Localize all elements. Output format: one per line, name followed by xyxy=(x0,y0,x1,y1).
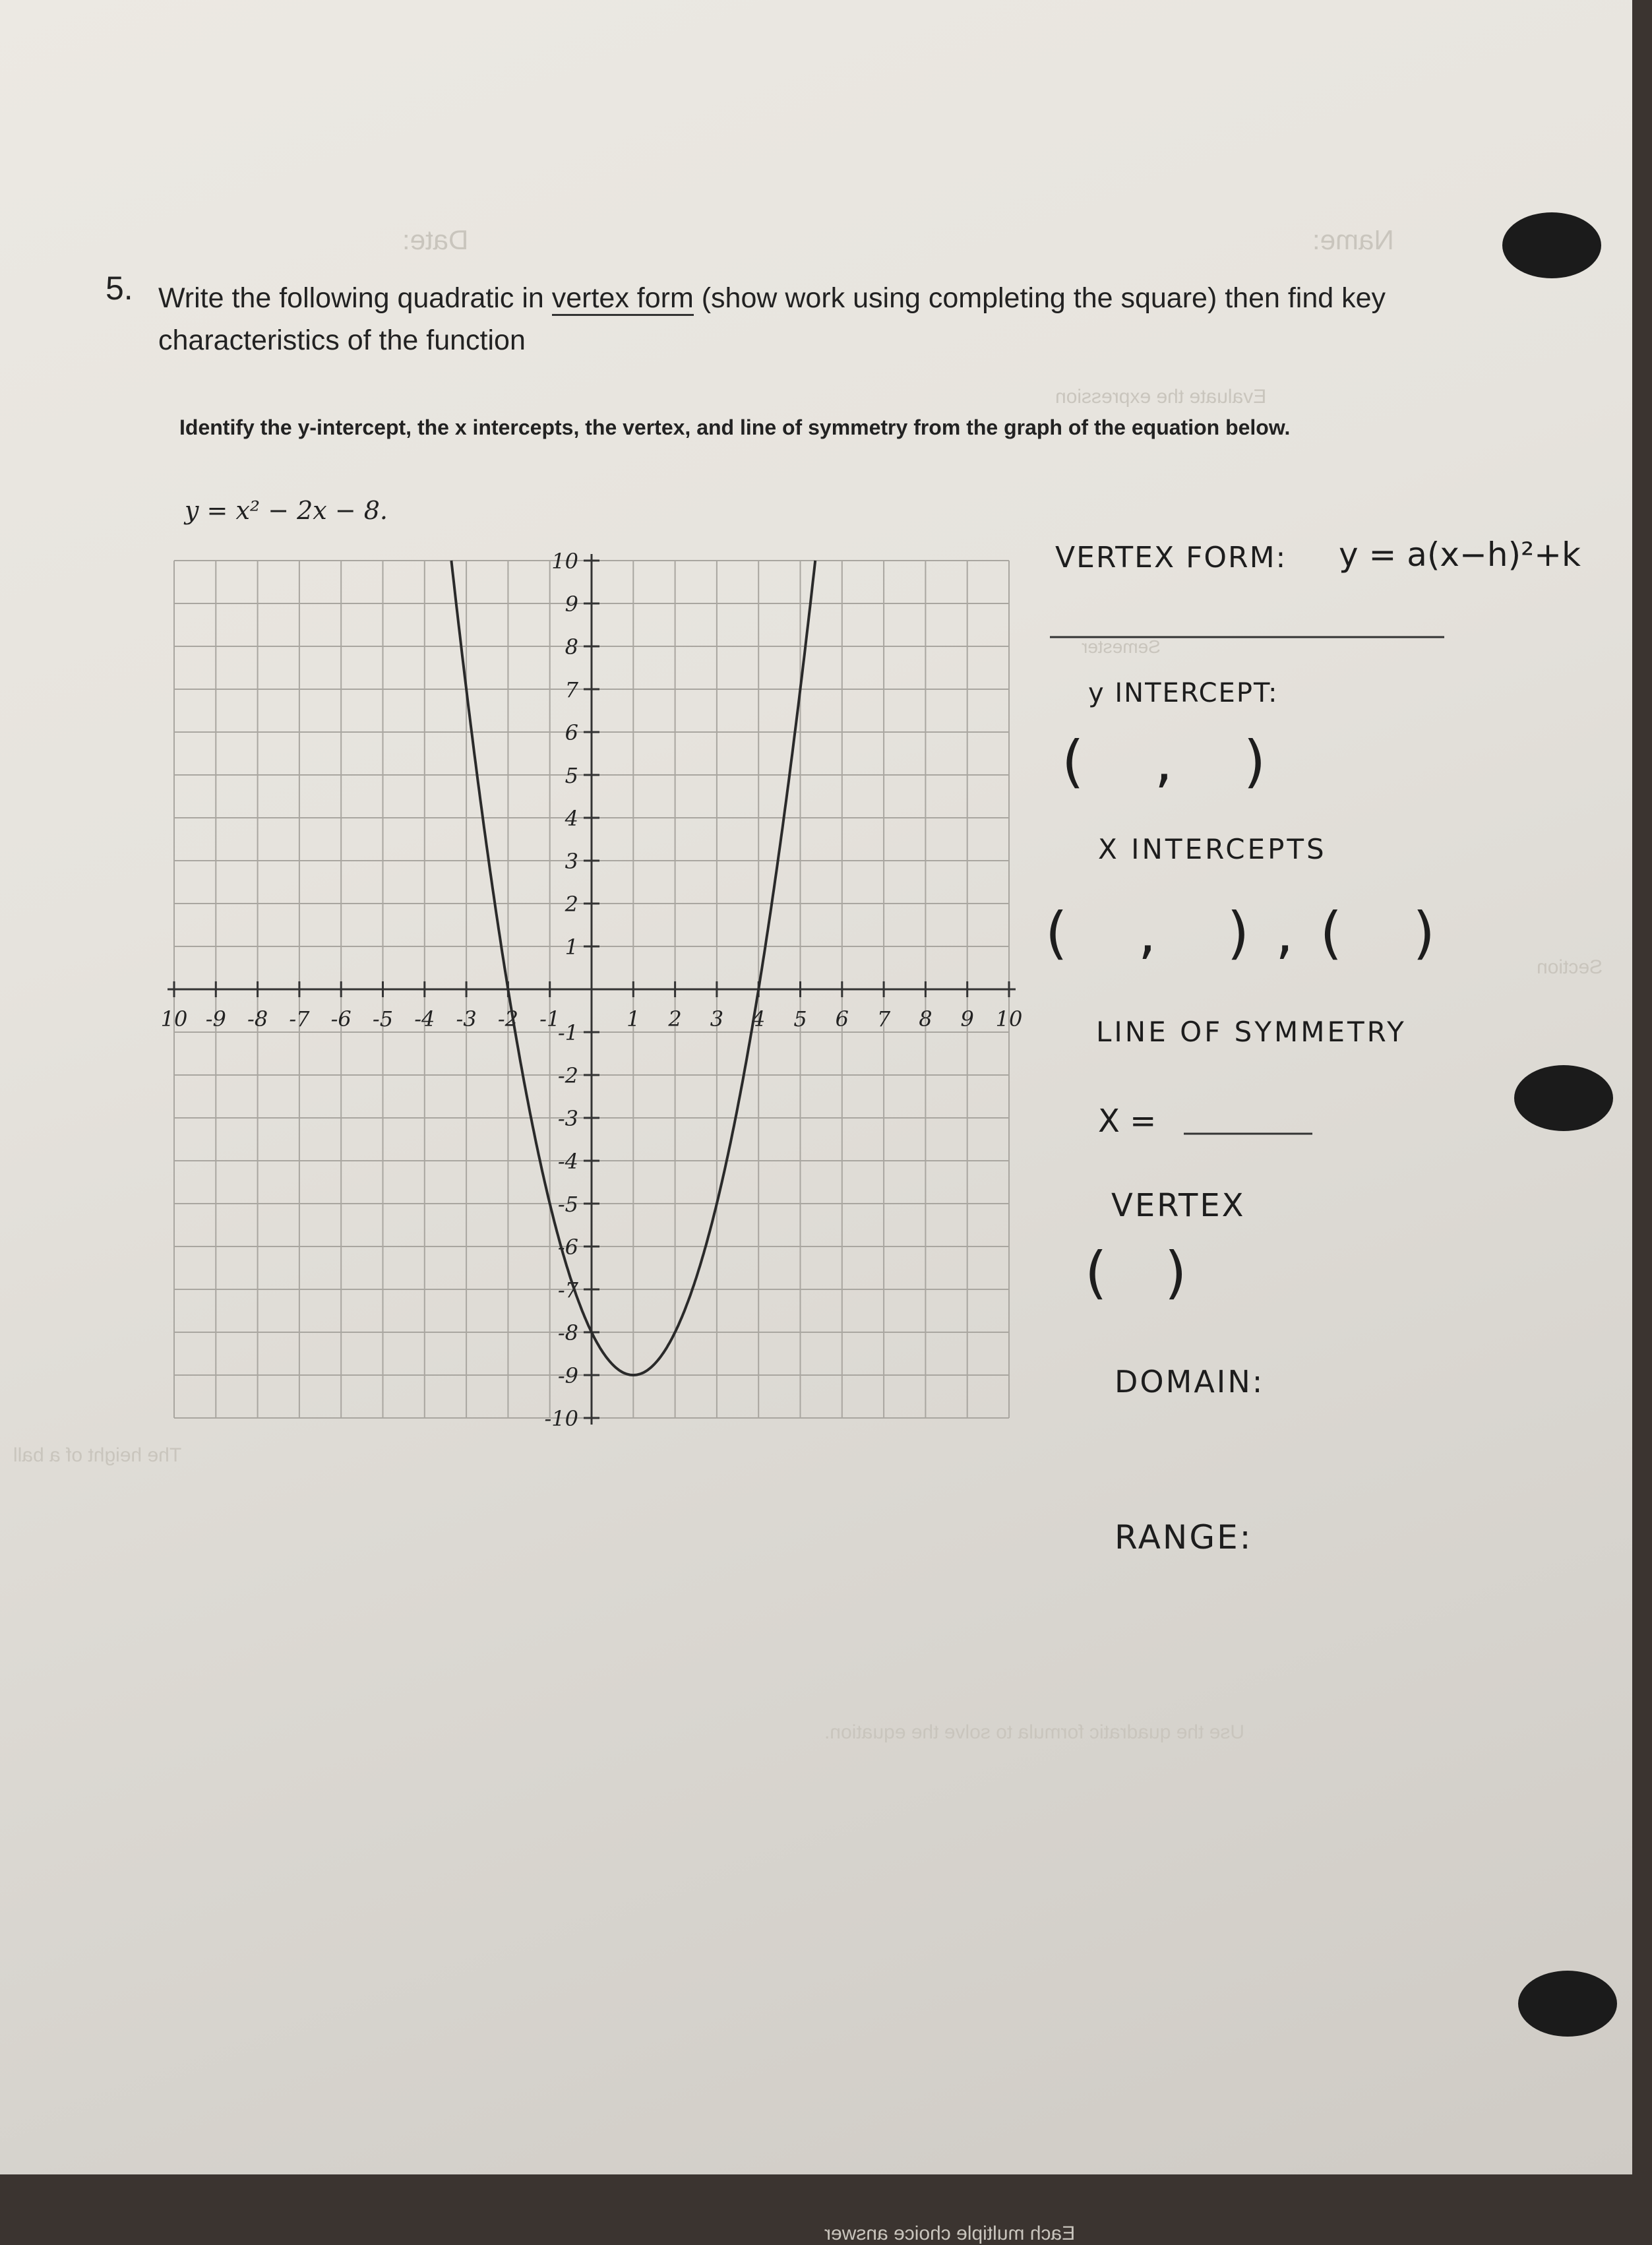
x-tick-label: 8 xyxy=(919,1006,933,1031)
x-tick-label: 2 xyxy=(668,1006,682,1031)
x-tick-label: 9 xyxy=(960,1006,974,1031)
y-tick-label: -5 xyxy=(557,1192,578,1217)
vertex-parentheses: ( ) xyxy=(1085,1240,1207,1306)
y-tick-label: -1 xyxy=(557,1020,578,1045)
y-tick-label: 4 xyxy=(565,806,578,831)
x-tick-label: 10 xyxy=(995,1006,1023,1031)
x-tick-label: 10 xyxy=(160,1006,188,1031)
bleed-date: Date: xyxy=(402,224,469,255)
bleed-line: Semester xyxy=(1082,636,1161,657)
question-text-before: Write the following quadratic in xyxy=(158,282,552,314)
vertex-form-label: VERTEX FORM: xyxy=(1055,541,1287,574)
y-tick-label: -6 xyxy=(557,1235,578,1260)
bleed-line: Use the quadratic formula to solve the equation. xyxy=(824,1721,1245,1743)
y-tick-label: -10 xyxy=(544,1406,578,1431)
bleed-line: Evaluate the expression xyxy=(1055,386,1267,408)
question-text-underlined: vertex form xyxy=(552,282,694,316)
y-tick-label: 7 xyxy=(565,677,578,702)
x-tick-label: -5 xyxy=(372,1006,394,1031)
x-tick-label: 4 xyxy=(752,1006,766,1031)
y-tick-label: 2 xyxy=(565,892,578,917)
x-intercepts-parentheses: ( , ),( ) xyxy=(1045,900,1461,966)
y-tick-label: -3 xyxy=(557,1106,578,1131)
x-tick-label: -4 xyxy=(414,1006,435,1031)
x-tick-label: -8 xyxy=(247,1006,268,1031)
instruction-text: Identify the y-intercept, the x intercepts, the vertex, and line of symmetry from the graph of the equation below. xyxy=(179,415,1291,439)
x-tick-label: -1 xyxy=(539,1006,561,1031)
equation: y = x² − 2x − 8. xyxy=(185,496,388,525)
x-tick-label: 5 xyxy=(793,1006,807,1031)
domain-label: DOMAIN: xyxy=(1115,1364,1265,1399)
y-tick-label: -2 xyxy=(557,1063,578,1088)
range-label: RANGE: xyxy=(1115,1518,1253,1556)
x-tick-label: -9 xyxy=(205,1006,226,1031)
bleed-name: Name: xyxy=(1312,224,1394,255)
bleed-line: Each multiple choice answer xyxy=(824,2223,1076,2244)
y-intercept-label: y INTERCEPT: xyxy=(1088,678,1279,708)
x-tick-label: 3 xyxy=(710,1006,724,1031)
bleed-line: The height of a ball xyxy=(13,1444,182,1466)
y-tick-label: 10 xyxy=(551,549,578,574)
graph-axes xyxy=(168,554,1016,1425)
x-tick-label: 6 xyxy=(835,1006,849,1031)
line-of-symmetry-label: LINE OF SYMMETRY xyxy=(1096,1016,1407,1048)
y-intercept-parentheses: ( , ) xyxy=(1062,729,1293,795)
x-tick-label: -6 xyxy=(330,1006,352,1031)
vertex-form-equation: y = a(x−h)²+k xyxy=(1339,536,1581,574)
y-tick-label: 6 xyxy=(565,720,578,745)
x-tick-label: -2 xyxy=(497,1006,518,1031)
y-tick-label: -7 xyxy=(557,1277,578,1303)
x-tick-label: 7 xyxy=(876,1006,891,1031)
x-tick-label: -7 xyxy=(289,1006,310,1031)
y-tick-label: -8 xyxy=(557,1320,578,1345)
bleed-line: Section xyxy=(1537,956,1603,978)
y-tick-label: 5 xyxy=(565,763,578,788)
x-tick-label: 1 xyxy=(627,1006,640,1031)
y-tick-label: 1 xyxy=(565,935,578,960)
vertex-label: VERTEX xyxy=(1111,1187,1246,1224)
y-tick-label: -9 xyxy=(557,1363,578,1388)
question-number: 5. xyxy=(106,270,133,307)
x-intercepts-label: X INTERCEPTS xyxy=(1098,833,1327,865)
y-tick-label: -4 xyxy=(557,1149,578,1174)
x-equals-label: X = xyxy=(1098,1103,1157,1140)
x-tick-label: -3 xyxy=(456,1006,477,1031)
y-tick-label: 9 xyxy=(565,592,578,617)
question-text-after: (show work using completing the square) then find key characteristics of the function xyxy=(158,282,1386,356)
y-tick-label: 3 xyxy=(565,849,578,874)
y-tick-label: 8 xyxy=(565,634,578,660)
